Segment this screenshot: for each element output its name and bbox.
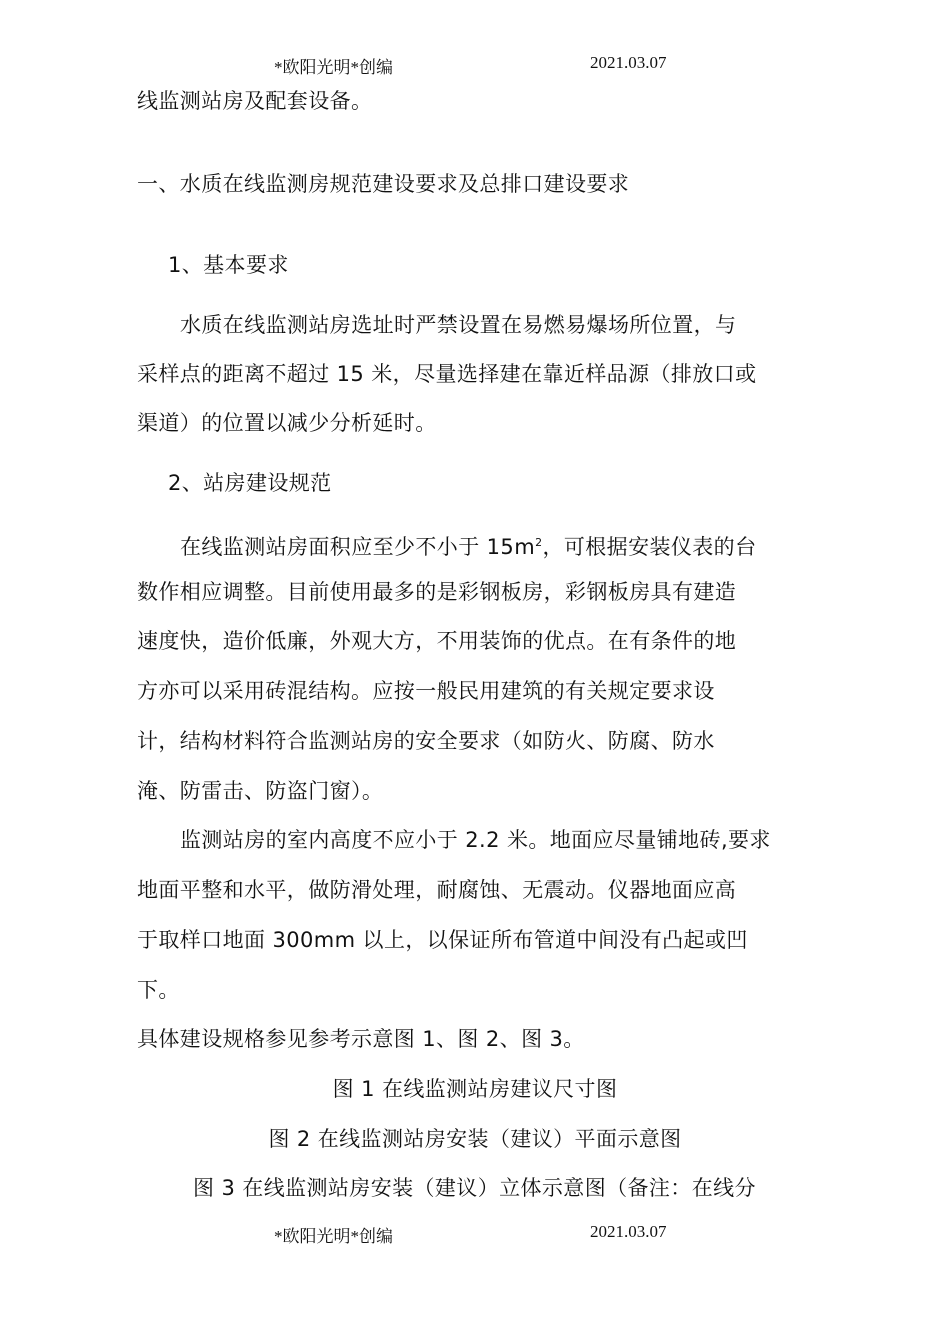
area-superscript: 2 bbox=[535, 536, 543, 549]
body-line: 线监测站房及配套设备。 bbox=[137, 89, 373, 113]
subsection-heading: 2、站房建设规范 bbox=[168, 471, 332, 495]
area-text: 在线监测站房面积应至少不小于 15m bbox=[180, 535, 536, 559]
figure-caption-1: 图 1 在线监测站房建议尺寸图 bbox=[332, 1077, 618, 1101]
paragraph-line: 于取样口地面 300mm 以上，以保证所布管道中间没有凸起或凹 bbox=[137, 928, 748, 952]
figure-caption-3: 图 3 在线监测站房安装（建议）立体示意图（备注：在线分 bbox=[193, 1176, 756, 1200]
paragraph-line: 渠道）的位置以减少分析延时。 bbox=[137, 411, 437, 435]
footer-date: 2021.03.07 bbox=[590, 1222, 667, 1241]
paragraph-line: 监测站房的室内高度不应小于 2.2 米。地面应尽量铺地砖,要求 bbox=[180, 828, 771, 852]
paragraph-line: 方亦可以采用砖混结构。应按一般民用建筑的有关规定要求设 bbox=[137, 679, 715, 703]
page-footer bbox=[0, 1222, 950, 1246]
subsection-heading: 1、基本要求 bbox=[168, 253, 289, 277]
header-author: *欧阳光明*创编 bbox=[274, 58, 393, 77]
area-text-cont: ，可根据安装仪表的台 bbox=[542, 535, 757, 559]
footer-author: *欧阳光明*创编 bbox=[274, 1227, 393, 1246]
paragraph-line: 下。 bbox=[137, 978, 180, 1002]
paragraph-line: 具体建设规格参见参考示意图 1、图 2、图 3。 bbox=[137, 1027, 585, 1051]
paragraph-line: 采样点的距离不超过 15 米，尽量选择建在靠近样品源（排放口或 bbox=[137, 362, 757, 386]
header-date: 2021.03.07 bbox=[590, 53, 667, 72]
paragraph-line: 淹、防雷击、防盗门窗）。 bbox=[137, 779, 384, 803]
figure-caption-2: 图 2 在线监测站房安装（建议）平面示意图 bbox=[268, 1127, 682, 1151]
section-heading: 一、水质在线监测房规范建设要求及总排口建设要求 bbox=[137, 172, 630, 196]
paragraph-line: 速度快，造价低廉，外观大方，不用装饰的优点。在有条件的地 bbox=[137, 629, 737, 653]
page-header bbox=[0, 53, 950, 77]
paragraph-line: 地面平整和水平，做防滑处理，耐腐蚀、无震动。仪器地面应高 bbox=[137, 878, 737, 902]
paragraph-line: 数作相应调整。目前使用最多的是彩钢板房，彩钢板房具有建造 bbox=[137, 580, 737, 604]
paragraph-line bbox=[180, 529, 756, 561]
paragraph-line: 计，结构材料符合监测站房的安全要求（如防火、防腐、防水 bbox=[137, 729, 715, 753]
paragraph-line: 水质在线监测站房选址时严禁设置在易燃易爆场所位置，与 bbox=[180, 313, 737, 337]
